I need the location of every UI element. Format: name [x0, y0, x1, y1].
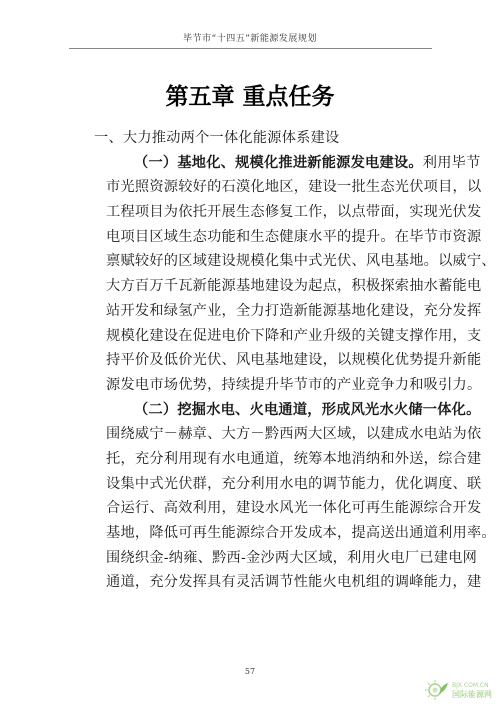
paragraph-line — [106, 546, 478, 571]
page-number: 57 — [244, 667, 256, 676]
line-text: 禀赋较好的区域建设规模化集中式光伏、风电基地。以威宁、 — [106, 253, 496, 270]
paragraph-line — [106, 225, 482, 250]
line-text: 源发电市场优势，持续提升毕节市的产业竞争力和吸引力。 — [106, 376, 482, 393]
line-text: 利用毕节 — [422, 154, 481, 171]
line-text: 通道，充分发挥具有灵活调节性能火电机组的调峰能力，建 — [106, 574, 482, 591]
paragraph-line — [106, 447, 482, 472]
line-text: 市光照资源较好的石漠化地区，建设一批生态光伏项目，以 — [106, 179, 482, 196]
paragraph-line — [106, 521, 496, 546]
line-text: 工程项目为依托开展生态修复工作，以点带面，实现光伏发 — [106, 204, 482, 221]
watermark-text — [452, 681, 492, 699]
line-text: 围绕威宁－赫章、大方－黔西两大区域，以建成水电站为依 — [106, 426, 482, 443]
line-text: 一、大力推动两个一体化能源体系建设 — [94, 130, 340, 146]
header-rule — [69, 48, 432, 49]
body-text — [94, 126, 496, 595]
running-header: 毕节市“十四五”新能源发展规划 — [183, 34, 317, 44]
line-text: 持平价及低价光伏、风电基地建设，以规模化优势提升新能 — [106, 352, 482, 369]
paragraph-line — [106, 274, 482, 299]
line-text: 合运行、高效利用，建设水风光一体化可再生能源综合开发 — [106, 500, 482, 517]
chapter-title: 第五章 重点任务 — [165, 83, 335, 110]
paragraph-line — [106, 249, 496, 274]
paragraph-line — [106, 422, 482, 447]
watermark-brand: 国际能源网 — [452, 690, 492, 699]
paragraph-line — [106, 496, 482, 521]
watermark-domain: BJX.COM.CN — [452, 682, 489, 689]
bold-lead-in: （一）基地化、规模化推进新能源发电建设。 — [134, 154, 423, 171]
sun-leaf-logo-icon — [424, 679, 450, 701]
line-text: 围绕织金-纳雍、黔西-金沙两大区域，利用火电厂已建电网 — [106, 549, 478, 566]
line-text: 站开发和绿氢产业，全力打造新能源基地化建设，充分发挥 — [106, 302, 482, 319]
paragraph-line — [106, 570, 482, 595]
line-text: 电项目区域生态功能和生态健康水平的提升。在毕节市资源 — [106, 228, 482, 245]
paragraph-line — [134, 151, 481, 176]
paragraph-line — [134, 398, 481, 423]
paragraph-line — [106, 373, 482, 398]
line-text: 设集中式光伏群，充分利用水电的调节能力，优化调度、联 — [106, 475, 482, 492]
paragraph-line — [106, 472, 482, 497]
section-heading — [94, 126, 426, 151]
bold-lead-in: （二）挖掘水电、火电通道，形成风光水火储一体化。 — [134, 401, 481, 418]
paragraph-line — [106, 200, 482, 225]
line-text: 基地，降低可再生能源综合开发成本，提高送出通道利用率。 — [106, 525, 496, 541]
paragraph-line — [106, 348, 482, 373]
line-text: 规模化建设在促进电价下降和产业升级的关键支撑作用，支 — [106, 327, 482, 344]
paragraph-line — [106, 299, 482, 324]
paragraph-line — [106, 324, 482, 349]
line-text: 托，充分利用现有水电通道，统筹本地消纳和外送，综合建 — [106, 450, 482, 467]
line-text: 大方百万千瓦新能源基地建设为起点，积极探索抽水蓄能电 — [106, 278, 482, 295]
paragraph-line — [106, 175, 482, 200]
watermark — [424, 679, 492, 701]
